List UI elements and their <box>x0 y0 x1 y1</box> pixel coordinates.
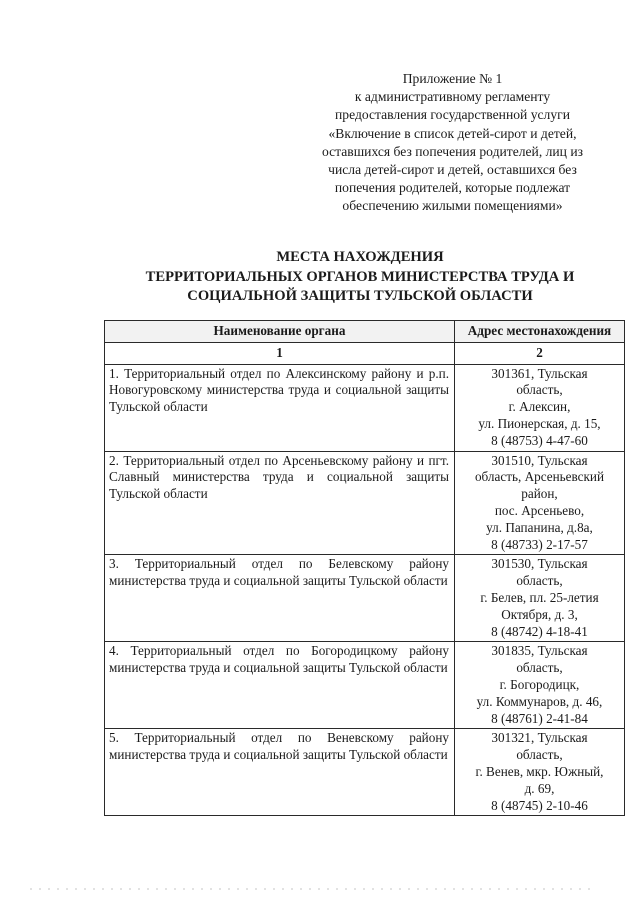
address-cell <box>455 555 625 642</box>
org-name-cell: 4. Территориальный отдел по Богородицкому району министерства труда и социальной защиты Тульской области <box>105 642 455 729</box>
column-number-1: 1 <box>105 342 455 364</box>
address-line: 301835, Тульская <box>491 643 588 659</box>
address-line: область, <box>516 660 563 676</box>
appendix-line: попечения родителей, которые подлежат <box>334 180 571 196</box>
appendix-line: предоставления государственной услуги <box>335 107 570 123</box>
address-line: 8 (48733) 2-17-57 <box>491 536 588 552</box>
address-line: ул. Коммунаров, д. 46, <box>476 693 603 709</box>
address-line: 301530, Тульская <box>491 556 588 572</box>
appendix-line: числа детей-сирот и детей, оставшихся без <box>328 162 577 178</box>
appendix-line: оставшихся без попечения родителей, лиц из <box>321 143 583 159</box>
table-header-row <box>105 321 625 343</box>
table-row <box>105 642 625 729</box>
address-line: область, <box>516 747 563 763</box>
address-line: ул. Пионерская, д. 15, <box>478 415 601 431</box>
address-line: 8 (48761) 2-41-84 <box>491 710 588 726</box>
org-name-cell: 2. Территориальный отдел по Арсеньевскому району и пгт. Славный министерства труда и социальной защиты Тульской области <box>105 451 455 555</box>
address-line: г. Алексин, <box>508 399 571 415</box>
appendix-line: «Включение в список детей-сирот и детей, <box>328 125 577 141</box>
address-line: 8 (48745) 2-10-46 <box>491 797 588 813</box>
document-title <box>60 248 640 307</box>
address-line: д. 69, <box>524 780 555 796</box>
address-line: г. Венев, мкр. Южный, <box>475 763 604 779</box>
address-cell <box>455 364 625 451</box>
appendix-line: обеспечению жилыми помещениями» <box>342 198 563 214</box>
address-cell <box>455 642 625 729</box>
address-line: область, Арсеньевский <box>474 469 605 485</box>
address-line: 301321, Тульская <box>491 730 588 746</box>
address-line: область, <box>516 382 563 398</box>
column-number-2: 2 <box>455 342 625 364</box>
address-line: пос. Арсеньево, <box>494 502 585 518</box>
header-address: Адрес местонахождения <box>455 321 625 343</box>
header-org-name: Наименование органа <box>105 321 455 343</box>
address-cell <box>455 729 625 816</box>
address-line: г. Белев, пл. 25-летия <box>480 589 599 605</box>
org-name-cell: 5. Территориальный отдел по Веневскому району министерства труда и социальной защиты Тульской области <box>105 729 455 816</box>
title-line: МЕСТА НАХОЖДЕНИЯ <box>276 249 444 265</box>
address-line: 301361, Тульская <box>491 365 588 381</box>
address-cell <box>455 451 625 555</box>
org-name-cell: 1. Территориальный отдел по Алексинскому району и р.п. Новогуровскому министерства труда и социальной защиты Тульской области <box>105 364 455 451</box>
address-line: 8 (48753) 4-47-60 <box>491 432 588 448</box>
table-row <box>105 729 625 816</box>
title-line: ТЕРРИТОРИАЛЬНЫХ ОРГАНОВ МИНИСТЕРСТВА ТРУДА И <box>145 268 575 285</box>
appendix-note <box>290 70 615 216</box>
org-name-cell: 3. Территориальный отдел по Белевскому району министерства труда и социальной защиты Тульской области <box>105 555 455 642</box>
address-line: область, <box>516 573 563 589</box>
address-line: 301510, Тульская <box>491 452 588 468</box>
table-row <box>105 555 625 642</box>
address-line: ул. Папанина, д.8а, <box>486 519 593 535</box>
address-line: район, <box>521 486 558 502</box>
address-line: Октября, д. 3, <box>501 606 578 622</box>
scan-artifact-line <box>30 888 590 890</box>
appendix-line: Приложение № 1 <box>402 71 503 86</box>
table-row <box>105 364 625 451</box>
address-line: 8 (48742) 4-18-41 <box>491 623 588 639</box>
appendix-line: к административному регламенту <box>354 89 551 105</box>
address-line: г. Богородицк, <box>499 676 580 692</box>
column-number-row <box>105 342 625 364</box>
organizations-table <box>104 320 625 816</box>
table-row <box>105 451 625 555</box>
title-line: СОЦИАЛЬНОЙ ЗАЩИТЫ ТУЛЬСКОЙ ОБЛАСТИ <box>187 288 533 304</box>
